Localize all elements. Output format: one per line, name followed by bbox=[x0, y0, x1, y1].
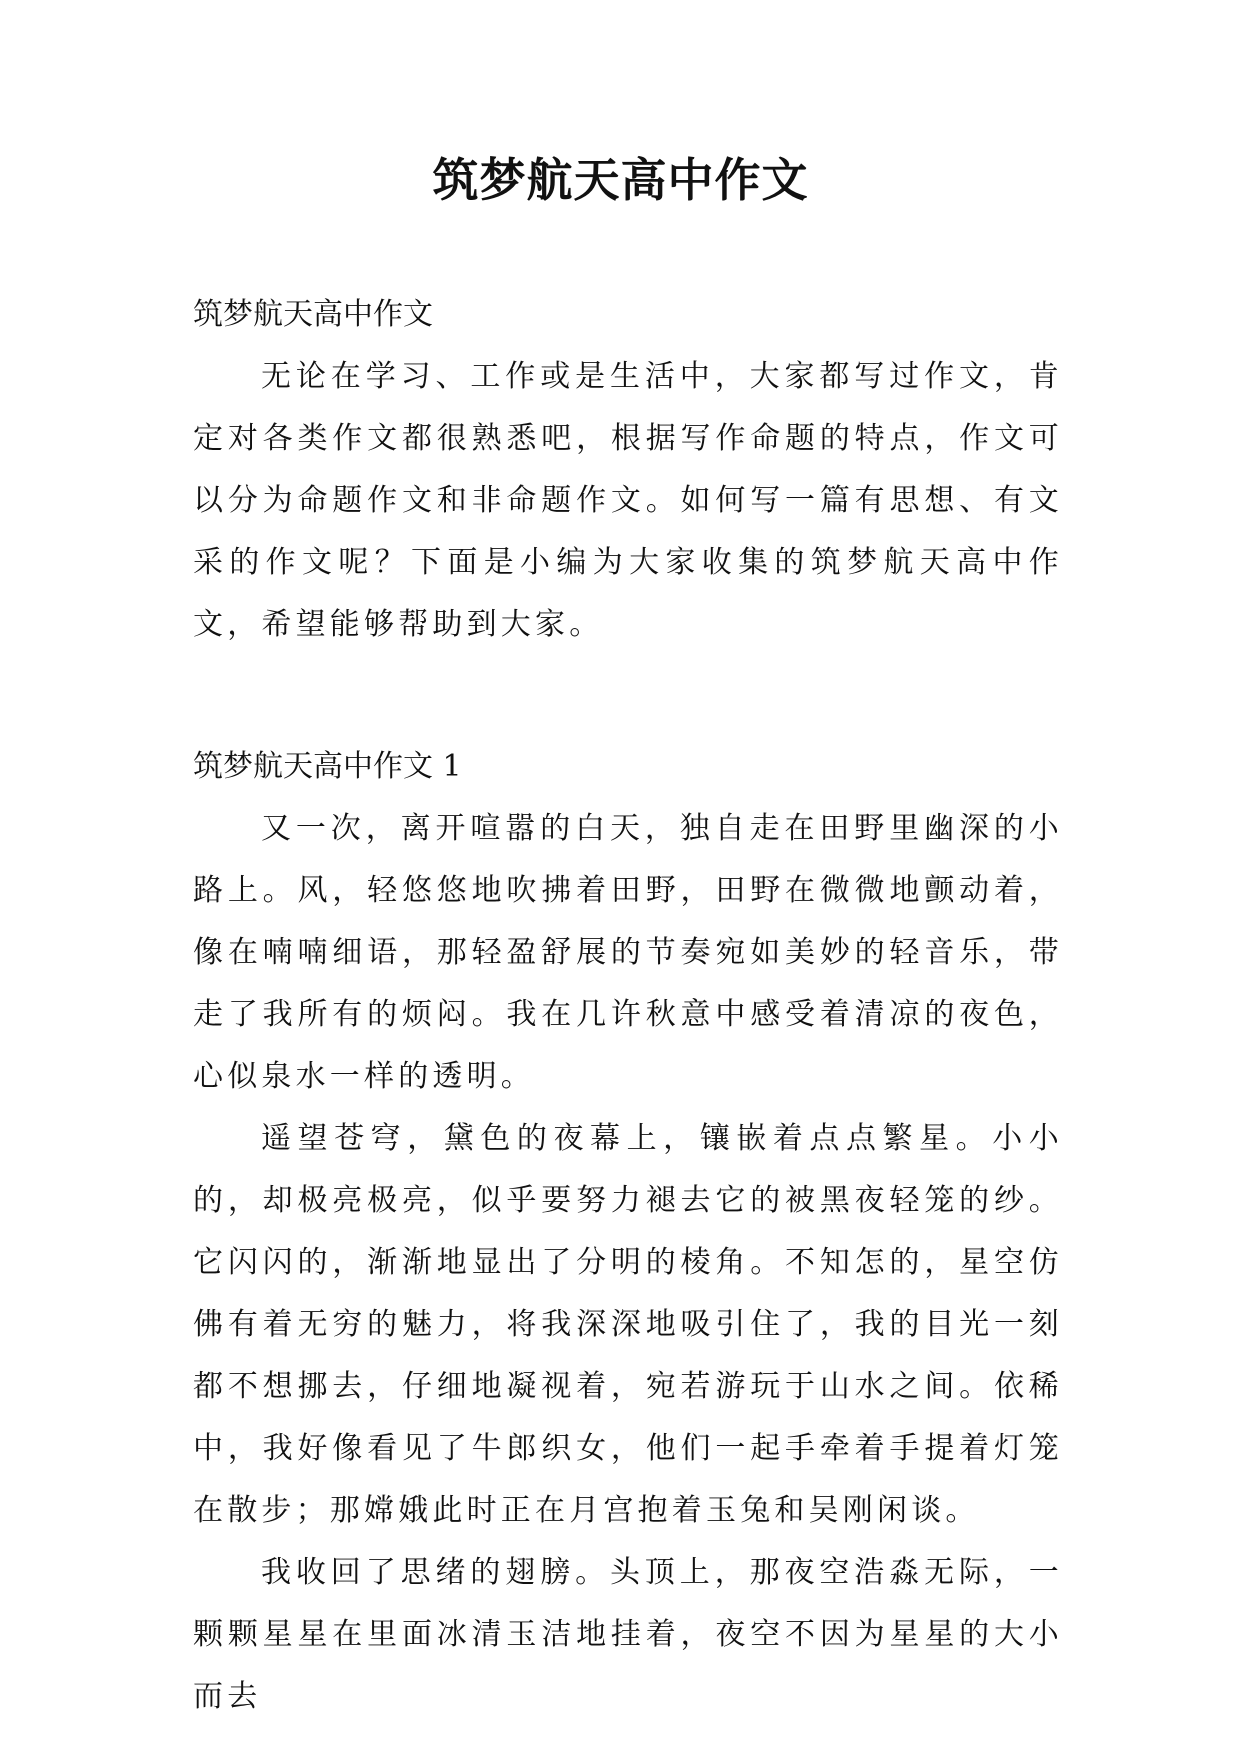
essay-paragraph-1: 又一次，离开喧嚣的白天，独自走在田野里幽深的小路上。风，轻悠悠地吹拂着田野，田野在微微地颤动着，像在喃喃细语，那轻盈舒展的节奏宛如美妙的轻音乐，带走了我所有的烦闷。我在几许秋意中感受着清凉的夜色，心似泉水一样的透明。 bbox=[193, 811, 1063, 1094]
document-title: 筑梦航天高中作文 bbox=[432, 153, 809, 207]
intro-heading: 筑梦航天高中作文 bbox=[193, 297, 433, 332]
essay-heading: 筑梦航天高中作文 1 bbox=[193, 749, 462, 784]
document-body bbox=[193, 284, 1063, 1728]
intro-paragraph: 无论在学习、工作或是生活中，大家都写过作文，肯定对各类作文都很熟悉吧，根据写作命题的特点，作文可以分为命题作文和非命题作文。如何写一篇有思想、有文采的作文呢？下面是小编为大家收集的筑梦航天高中作文，希望能够帮助到大家。 bbox=[193, 359, 1063, 642]
essay-paragraph-2: 遥望苍穹，黛色的夜幕上，镶嵌着点点繁星。小小的，却极亮极亮，似乎要努力褪去它的被黑夜轻笼的纱。它闪闪的，渐渐地显出了分明的棱角。不知怎的，星空仿佛有着无穷的魅力，将我深深地吸引住了，我的目光一刻都不想挪去，仔细地凝视着，宛若游玩于山水之间。依稀中，我好像看见了牛郎织女，他们一起手牵着手提着灯笼在散步；那嫦娥此时正在月宫抱着玉兔和吴刚闲谈。 bbox=[193, 1121, 1063, 1528]
essay-paragraph-3: 我收回了思绪的翅膀。头顶上，那夜空浩淼无际，一颗颗星星在里面冰清玉洁地挂着，夜空不因为星星的大小而去 bbox=[193, 1555, 1063, 1714]
